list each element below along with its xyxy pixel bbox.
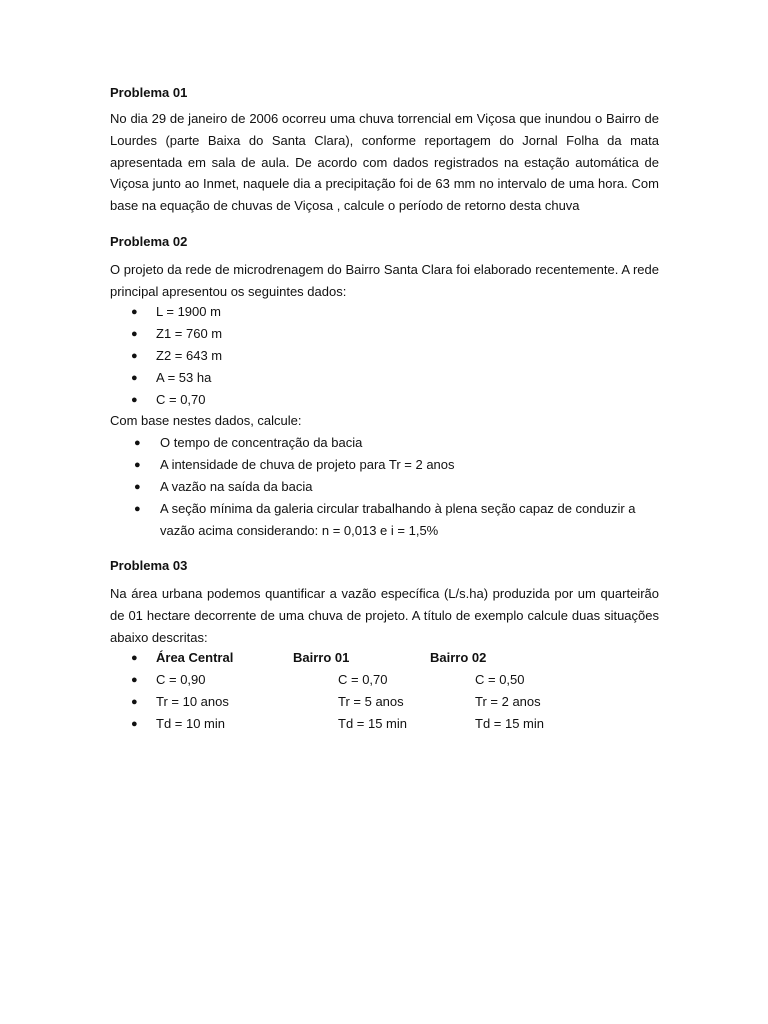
data-item: A = 53 ha	[156, 370, 212, 385]
bullet-icon: ●	[131, 328, 138, 340]
bullet-icon: ●	[131, 394, 138, 406]
bullet-icon: ●	[131, 306, 138, 318]
table-cell: C = 0,50	[475, 672, 525, 687]
bullet-icon: ●	[131, 674, 138, 686]
bullet-icon: ●	[134, 437, 141, 449]
table-cell: Tr = 10 anos	[156, 694, 229, 709]
table-cell: Td = 15 min	[338, 716, 408, 731]
problem-2-intro: O projeto da rede de microdrenagem do Bairro Santa Clara foi elaborado recentemente. A rede principal apresentou os seguintes dados:	[110, 262, 659, 299]
bullet-icon: ●	[134, 459, 141, 471]
bullet-icon: ●	[134, 503, 141, 515]
bullet-icon: ●	[134, 481, 141, 493]
data-item: Z1 = 760 m	[156, 326, 223, 341]
bullet-icon: ●	[131, 652, 138, 664]
bullet-icon: ●	[131, 696, 138, 708]
table-cell: Tr = 5 anos	[338, 694, 404, 709]
calc-item-continuation: vazão acima considerando: n = 0,013 e i = 1,5%	[160, 523, 439, 538]
data-item: L = 1900 m	[156, 304, 221, 319]
problem-2-title: Problema 02	[110, 234, 188, 249]
table-cell: C = 0,70	[338, 672, 388, 687]
table-cell: C = 0,90	[156, 672, 206, 687]
column-header: Bairro 02	[430, 650, 487, 665]
problem-1-title: Problema 01	[110, 85, 188, 100]
calc-item: A seção mínima da galeria circular trabalhando à plena seção capaz de conduzir a	[160, 501, 636, 516]
calc-item: A vazão na saída da bacia	[160, 479, 313, 494]
problem-3-text: Na área urbana podemos quantificar a vazão específica (L/s.ha) produzida por um quarteirão de 01 hectare decorrente de uma chuva de projeto. A título de exemplo calcule duas situações abaixo descritas:	[110, 586, 659, 645]
column-header: Bairro 01	[293, 650, 350, 665]
problem-1-text: No dia 29 de janeiro de 2006 ocorreu uma chuva torrencial em Viçosa que inundou o Bairro de Lourdes (parte Baixa do Santa Clara), conforme reportagem do Jornal Folha da mata apresentada em sala de aula. De acordo com dados registrados na estação automática de Viçosa junto ao Inmet, naquele dia a precipitação foi de 63 mm no intervalo de uma hora. Com base na equação de chuvas de Viçosa , calcule o período de retorno desta chuva	[110, 111, 659, 214]
data-item: C = 0,70	[156, 392, 206, 407]
table-cell: Tr = 2 anos	[475, 694, 541, 709]
bullet-icon: ●	[131, 372, 138, 384]
bullet-icon: ●	[131, 718, 138, 730]
bullet-icon: ●	[131, 350, 138, 362]
problem-3-title: Problema 03	[110, 558, 188, 573]
calc-intro: Com base nestes dados, calcule:	[110, 413, 302, 428]
data-item: Z2 = 643 m	[156, 348, 223, 363]
table-cell: Td = 10 min	[156, 716, 226, 731]
table-cell: Td = 15 min	[475, 716, 545, 731]
calc-item: O tempo de concentração da bacia	[160, 435, 363, 450]
column-header: Área Central	[156, 650, 234, 665]
calc-item: A intensidade de chuva de projeto para Tr = 2 anos	[160, 457, 455, 472]
